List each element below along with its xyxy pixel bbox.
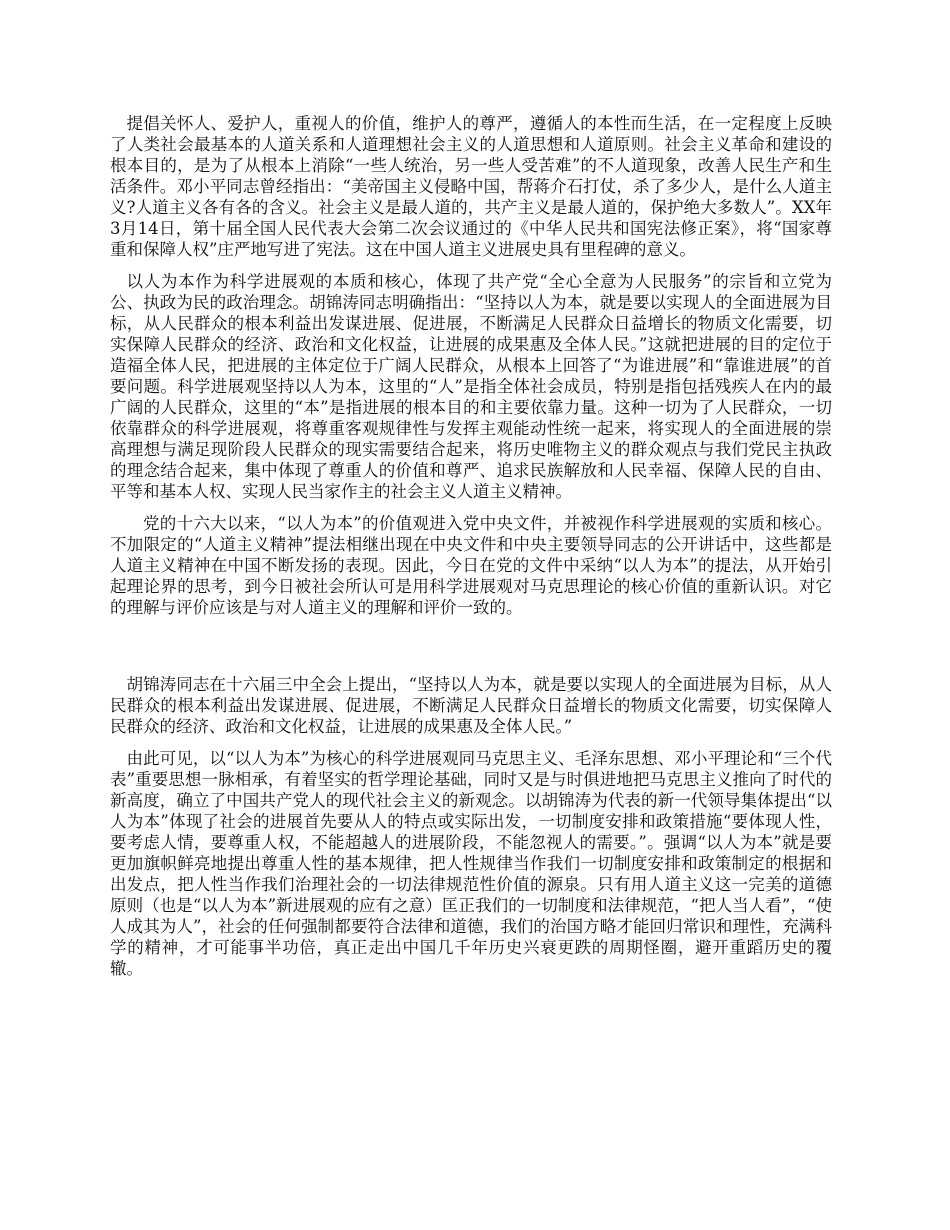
document-body [110,113,832,990]
paragraph-humanism: 提倡关怀人、爱护人，重视人的价值，维护人的尊严，遵循人的本性而生活，在一定程度上反映了人类社会最基本的人道关系和人道理想社会主义的人道思想和人道原则。社会主义革命和建设的根本目的，是为了从根本上消除“一些人统治，另一些人受苦难”的不人道现象，改善人民生产和生活条件。邓小平同志曾经指出：“美帝国主义侵略中国，帮蒋介石打仗，杀了多少人，是什么人道主义?人道主义各有各的含义。社会主义是最人道的，共产主义是最人道的，保护绝大多数人”。XX年3月14日，第十届全国人民代表大会第二次会议通过的《中华人民共和国宪法修正案》，将“国家尊重和保障人权”庄严地写进了宪法。这在中国人道主义进展史具有里程碑的意义。 [110,114,832,259]
paragraph-sixteenth-congress: 党的十六大以来，“以人为本”的价值观进入党中央文件，并被视作科学进展观的实质和核心。不加限定的“人道主义精神”提法相继出现在中央文件和中央主要领导同志的公开讲话中，这些都是人道主义精神在中国不断发扬的表现。因此，今日在党的文件中采纳“以人为本”的提法，从开始引起理论界的思考，到今日被社会所认可是用科学进展观对马克思理论的核心价值的重新认识。对它的理解与评价应该是与对人道主义的理解和评价一致的。 [110,514,832,617]
paragraph-gap [110,629,832,674]
paragraph-people-oriented: 以人为本作为科学进展观的本质和核心，体现了共产党“全心全意为人民服务”的宗旨和立党为公、执政为民的政治理念。胡锦涛同志明确指出：“坚持以人为本，就是要以实现人的全面进展为目标，从人民群众的根本利益出发谋进展、促进展，不断满足人民群众日益增长的物质文化需要，切实保障人民群众的经济、政治和文化权益，让进展的成果惠及全体人民。”这就把进展的目的定位于造福全体人民，把进展的主体定位于广阔人民群众，从根本上回答了“为谁进展”和“靠谁进展”的首要问题。科学进展观坚持以人为本，这里的“人”是指全体社会成员，特别是指包括残疾人在内的最广阔的人民群众，这里的“本”是指进展的根本目的和主要依靠力量。这种一切为了人民群众，一切依靠群众的科学进展观，将尊重客观规律性与发挥主观能动性统一起来，将实现人的全面进展的崇高理想与满足现阶段人民群众的现实需要结合起来，将历史唯物主义的群众观点与我们党民主执政的理念结合起来，集中体现了尊重人的价值和尊严、追求民族解放和人民幸福、保障人民的自由、平等和基本人权、实现人民当家作主的社会主义人道主义精神。 [110,272,832,501]
paragraph-hu-jintao-quote: 胡锦涛同志在十六届三中全会上提出，“坚持以人为本，就是要以实现人的全面进展为目标，从人民群众的根本利益出发谋进展、促进展，不断满足人民群众日益增长的物质文化需要，切实保障人民群众的经济、政治和文化权益，让进展的成果惠及全体人民。” [110,675,832,736]
paragraph-conclusion: 由此可见，以“以人为本”为核心的科学进展观同马克思主义、毛泽东思想、邓小平理论和“三个代表”重要思想一脉相承，有着坚实的哲学理论基础，同时又是与时俱进地把马克思主义推向了时代的新高度，确立了中国共产党人的现代社会主义的新观念。以胡锦涛为代表的新一代领导集体提出“以人为本”体现了社会的进展首先要从人的特点或实际出发，一切制度安排和政策措施“要体现人性，要考虑人情，要尊重人权，不能超越人的进展阶段，不能忽视人的需要。”。强调“以人为本”就是要更加旗帜鲜亮地提出尊重人性的基本规律，把人性规律当作我们一切制度安排和政策制定的根据和出发点，把人性当作我们治理社会的一切法律规范性价值的源泉。只有用人道主义这一完美的道德原则（也是“以人为本”新进展观的应有之意）匡正我们的一切制度和法律规范，“把人当人看”，“使人成其为人”，社会的任何强制都要符合法律和道德，我们的治国方略才能回归常识和理性，充满科学的精神，才可能事半功倍，真正走出中国几千年历史兴衰更跌的周期怪圈，避开重蹈历史的覆辙。 [110,749,832,978]
